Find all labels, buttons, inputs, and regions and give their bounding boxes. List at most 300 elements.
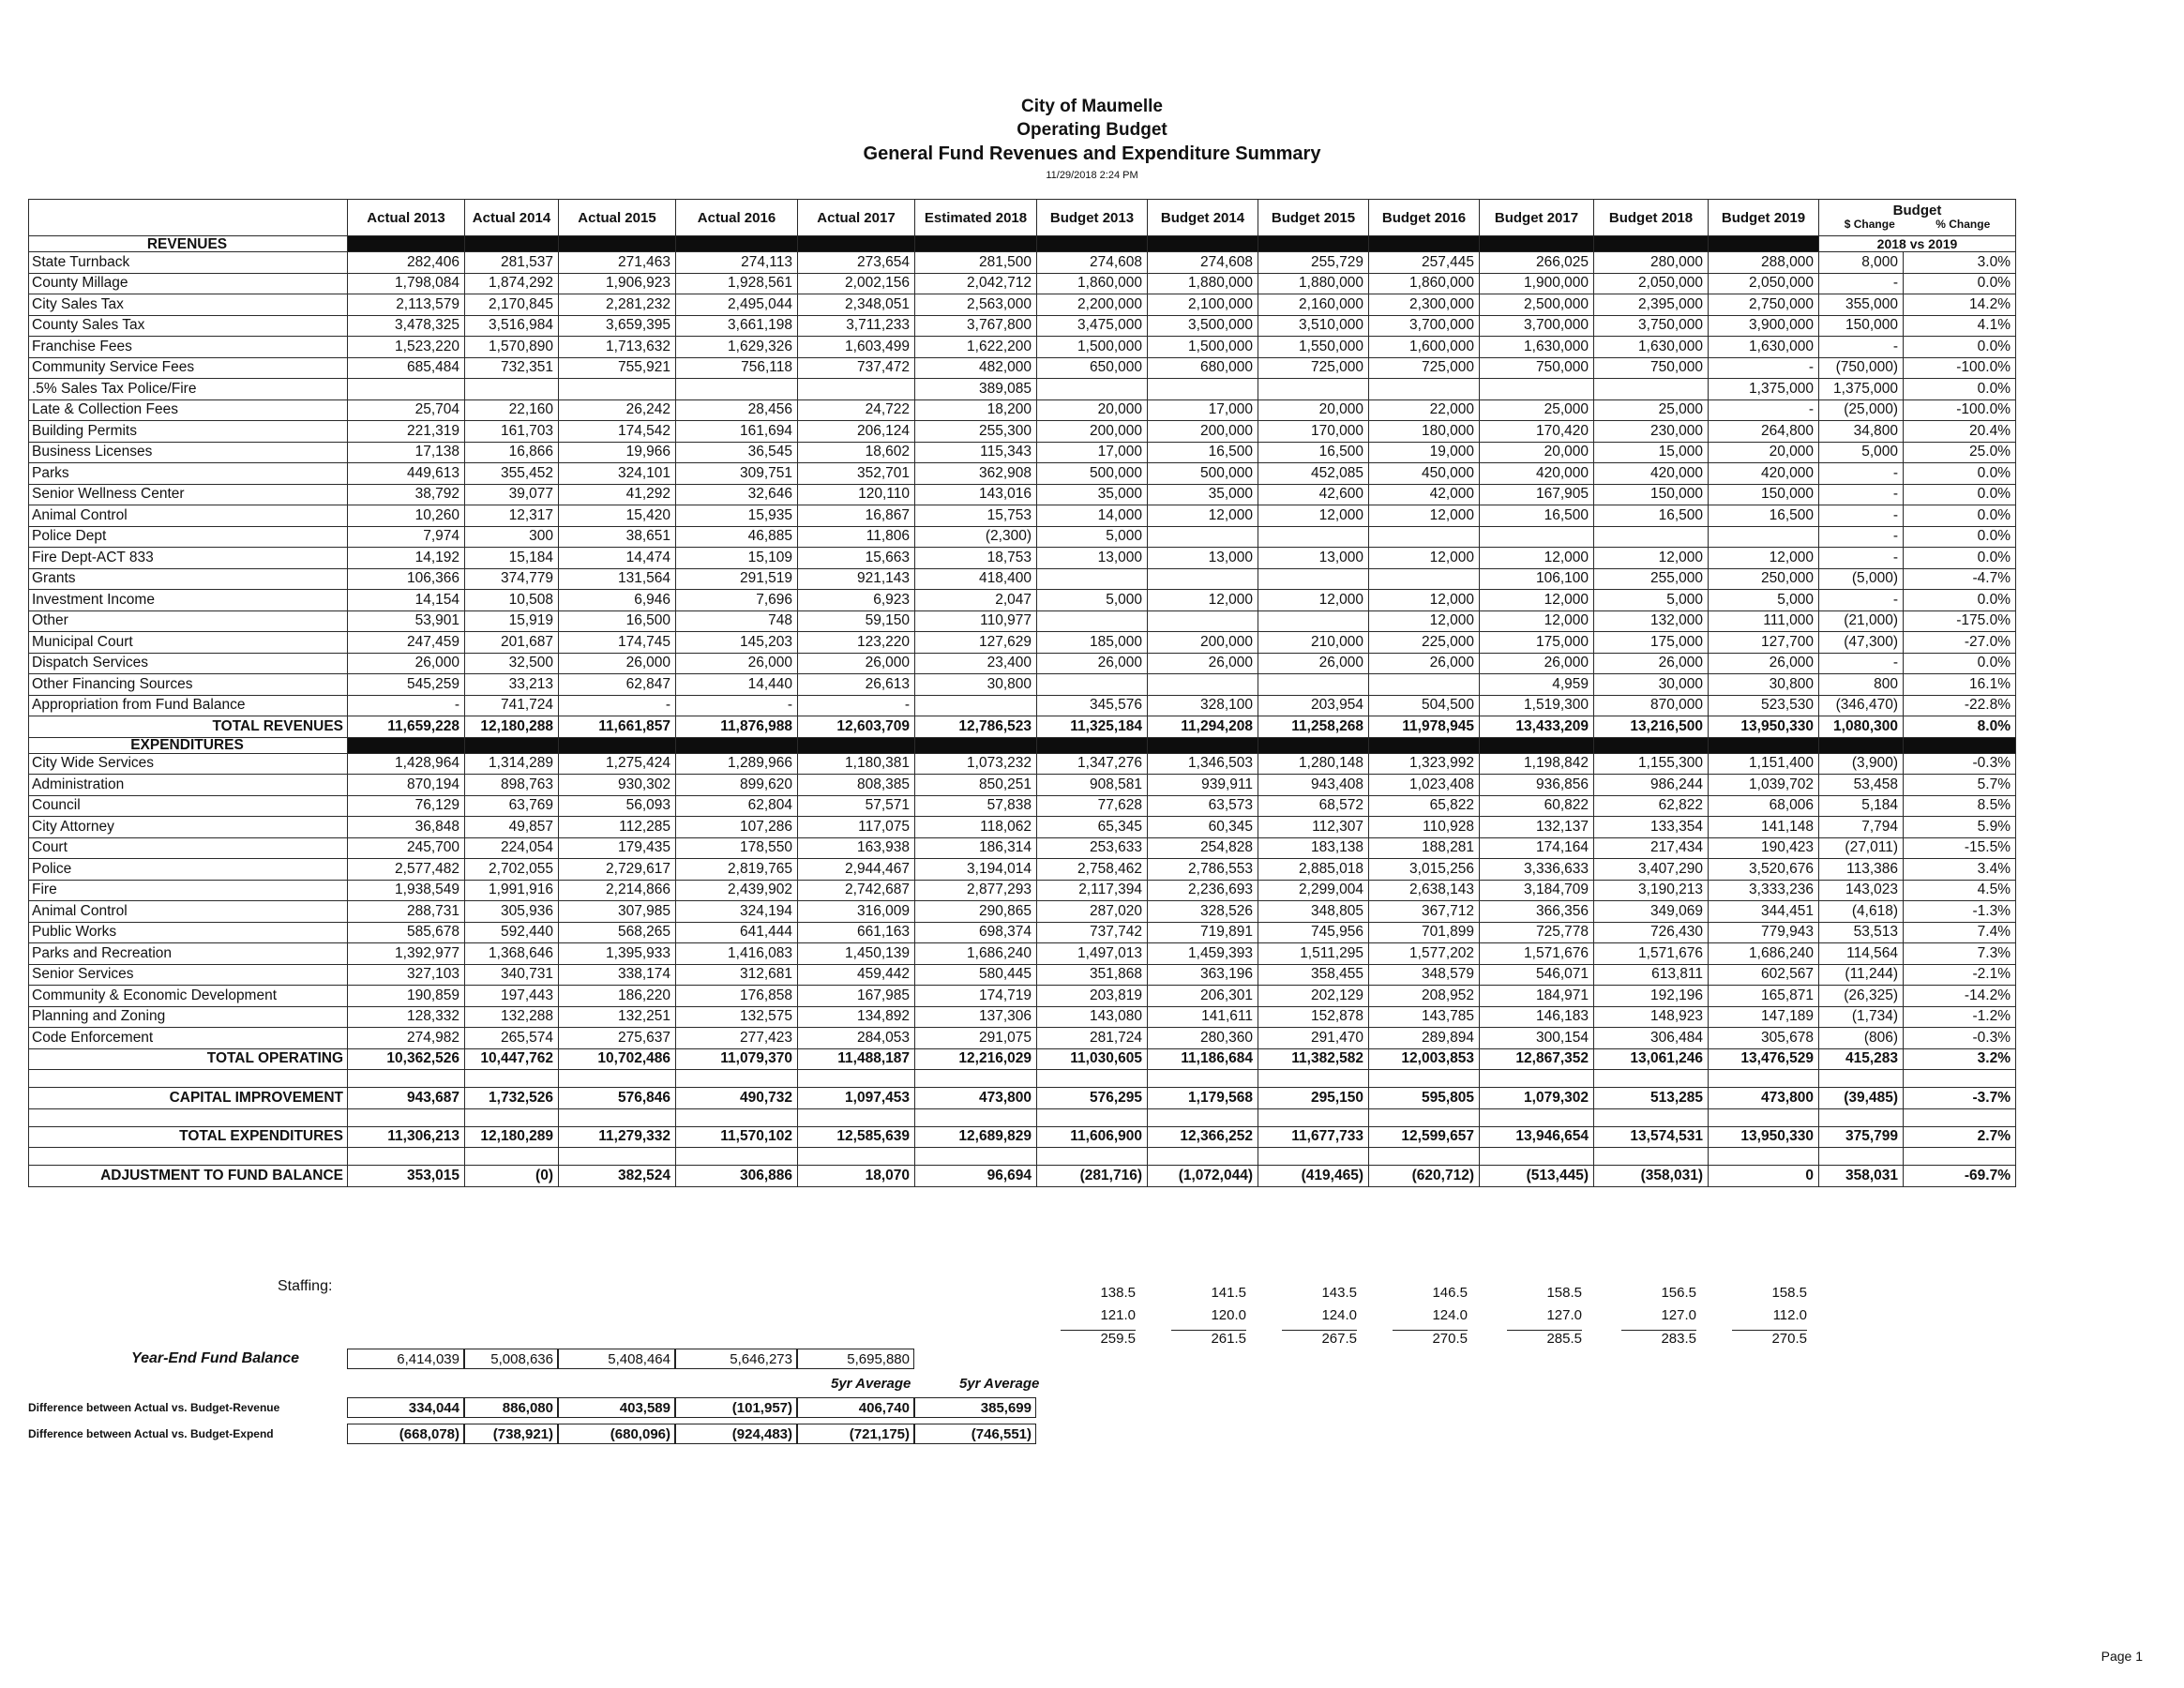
row-value: 185,000: [1037, 632, 1148, 654]
diff-expend-value: (738,921): [464, 1424, 558, 1444]
column-header: Actual 2013: [348, 200, 465, 236]
row-value: 1,289,966: [676, 753, 798, 775]
row-value: [1258, 568, 1369, 590]
diff-expend-value: (746,551): [914, 1424, 1036, 1444]
row-value: 16,500: [1148, 442, 1258, 463]
row-value: 452,085: [1258, 463, 1369, 485]
header-bar-fill: [1709, 236, 1819, 252]
row-value: (11,244): [1819, 964, 1904, 986]
row-value: 1,880,000: [1148, 273, 1258, 294]
row-value: 1,368,646: [465, 943, 559, 965]
row-value: 203,819: [1037, 986, 1148, 1007]
row-value: 1,323,992: [1369, 753, 1480, 775]
staffing-value: 124.0: [1321, 1307, 1357, 1323]
row-value: 1,860,000: [1369, 273, 1480, 294]
row-value: 568,265: [559, 922, 676, 943]
row-value: 63,573: [1148, 795, 1258, 817]
spacer-cell: [1819, 1070, 1904, 1088]
row-value: 26,000: [1148, 653, 1258, 674]
row-label: State Turnback: [29, 252, 348, 274]
row-value: 779,943: [1709, 922, 1819, 943]
row-value: -: [1819, 337, 1904, 358]
row-value: -2.1%: [1904, 964, 2016, 986]
row-value: 3,520,676: [1709, 859, 1819, 881]
row-value: 725,778: [1480, 922, 1594, 943]
row-value: 500,000: [1148, 463, 1258, 485]
row-value: 183,138: [1258, 837, 1369, 859]
row-value: 26,000: [676, 653, 798, 674]
row-value: 2,750,000: [1709, 294, 1819, 316]
row-value: 12,000: [1258, 590, 1369, 611]
header-bar-fill: [348, 737, 465, 753]
document-title: Operating Budget: [1017, 120, 1167, 140]
spacer-cell: [559, 1148, 676, 1166]
row-value: 870,194: [348, 775, 465, 796]
fund-balance-value: 5,695,880: [797, 1349, 914, 1369]
row-value: 60,345: [1148, 817, 1258, 838]
row-value: 366,356: [1480, 901, 1594, 923]
spacer-cell: [29, 1070, 348, 1088]
row-label: ADJUSTMENT TO FUND BALANCE: [29, 1166, 348, 1187]
revenue-row: [29, 379, 2016, 400]
row-value: 908,581: [1037, 775, 1148, 796]
row-label: City Sales Tax: [29, 294, 348, 316]
row-value: 11,606,900: [1037, 1126, 1148, 1148]
row-value: 375,799: [1819, 1126, 1904, 1148]
row-value: 30,000: [1594, 674, 1709, 696]
row-value: [1594, 379, 1709, 400]
avg-label-2: 5yr Average: [959, 1376, 1040, 1392]
row-value: 225,000: [1369, 632, 1480, 654]
row-label: City Wide Services: [29, 753, 348, 775]
row-value: 750,000: [1480, 357, 1594, 379]
row-value: 1,500,000: [1037, 337, 1148, 358]
expenditure-row: [29, 1006, 2016, 1028]
row-value: 201,687: [465, 632, 559, 654]
staffing-value: 158.5: [1546, 1285, 1582, 1301]
row-value: 732,351: [465, 357, 559, 379]
row-value: 68,006: [1709, 795, 1819, 817]
row-value: 202,129: [1258, 986, 1369, 1007]
row-value: 35,000: [1037, 484, 1148, 505]
row-value: 898,763: [465, 775, 559, 796]
avg-label-1: 5yr Average: [831, 1376, 911, 1392]
row-value: 1,073,232: [915, 753, 1037, 775]
row-value: -3.7%: [1904, 1088, 2016, 1109]
row-value: 13,433,209: [1480, 716, 1594, 738]
expenditure-row: [29, 837, 2016, 859]
row-value: 1,395,933: [559, 943, 676, 965]
staffing-value: 267.5: [1282, 1330, 1357, 1347]
row-value: 459,442: [798, 964, 915, 986]
row-value: 15,919: [465, 610, 559, 632]
row-value: 680,000: [1148, 357, 1258, 379]
row-value: 60,822: [1480, 795, 1594, 817]
header-bar-fill: [1369, 737, 1480, 753]
row-value: 3,478,325: [348, 315, 465, 337]
row-value: 362,908: [915, 463, 1037, 485]
row-value: [1369, 526, 1480, 548]
row-value: 698,374: [915, 922, 1037, 943]
row-value: [1369, 674, 1480, 696]
row-value: 808,385: [798, 775, 915, 796]
row-value: 2,786,553: [1148, 859, 1258, 881]
row-value: 2,638,143: [1369, 880, 1480, 901]
row-value: 12,689,829: [915, 1126, 1037, 1148]
row-label: Senior Wellness Center: [29, 484, 348, 505]
spacer-cell: [1709, 1148, 1819, 1166]
row-value: 20,000: [1258, 399, 1369, 421]
row-value: 15,109: [676, 548, 798, 569]
row-value: -4.7%: [1904, 568, 2016, 590]
row-value: 13,000: [1148, 548, 1258, 569]
row-value: 3,900,000: [1709, 315, 1819, 337]
row-value: 12,000: [1709, 548, 1819, 569]
row-value: 1,198,842: [1480, 753, 1594, 775]
row-value: 2,160,000: [1258, 294, 1369, 316]
row-value: 3,475,000: [1037, 315, 1148, 337]
row-value: 12,000: [1369, 610, 1480, 632]
expenditure-row: [29, 753, 2016, 775]
revenue-row: [29, 357, 2016, 379]
row-value: 131,564: [559, 568, 676, 590]
row-value: 1,416,083: [676, 943, 798, 965]
diff-revenue-value: 886,080: [464, 1397, 558, 1418]
row-value: 15,753: [915, 505, 1037, 527]
revenue-row: [29, 674, 2016, 696]
row-value: 316,009: [798, 901, 915, 923]
row-value: 650,000: [1037, 357, 1148, 379]
row-value: 1,571,676: [1480, 943, 1594, 965]
revenue-row: [29, 632, 2016, 654]
row-value: 33,213: [465, 674, 559, 696]
row-value: 2,395,000: [1594, 294, 1709, 316]
row-value: 741,724: [465, 695, 559, 716]
row-value: 592,440: [465, 922, 559, 943]
row-value: 450,000: [1369, 463, 1480, 485]
row-value: 2,819,765: [676, 859, 798, 881]
row-value: 163,938: [798, 837, 915, 859]
row-value: 62,822: [1594, 795, 1709, 817]
row-label: Code Enforcement: [29, 1028, 348, 1049]
row-label: Grants: [29, 568, 348, 590]
header-bar-fill: [1369, 236, 1480, 252]
row-value: -100.0%: [1904, 357, 2016, 379]
header-bar-fill: [915, 236, 1037, 252]
row-value: 2,050,000: [1594, 273, 1709, 294]
row-value: 17,000: [1037, 442, 1148, 463]
row-value: [1037, 610, 1148, 632]
row-value: 355,000: [1819, 294, 1904, 316]
row-value: [348, 379, 465, 400]
row-value: 750,000: [1594, 357, 1709, 379]
row-value: 180,000: [1369, 421, 1480, 443]
row-label: Public Works: [29, 922, 348, 943]
row-value: 224,054: [465, 837, 559, 859]
spacer-cell: [676, 1070, 798, 1088]
row-value: 358,031: [1819, 1166, 1904, 1187]
expenditure-row: [29, 859, 2016, 881]
row-value: 284,053: [798, 1028, 915, 1049]
row-value: 2,170,845: [465, 294, 559, 316]
row-value: 2,348,051: [798, 294, 915, 316]
row-value: 7,794: [1819, 817, 1904, 838]
revenue-row: [29, 421, 2016, 443]
row-value: 46,885: [676, 526, 798, 548]
spacer-cell: [1258, 1108, 1369, 1126]
expenditure-row: [29, 795, 2016, 817]
row-value: [1480, 379, 1594, 400]
row-value: 726,430: [1594, 922, 1709, 943]
row-label: Fire Dept-ACT 833: [29, 548, 348, 569]
row-value: 344,451: [1709, 901, 1819, 923]
row-value: 3,510,000: [1258, 315, 1369, 337]
row-value: 850,251: [915, 775, 1037, 796]
row-value: 143,785: [1369, 1006, 1480, 1028]
row-value: [1037, 568, 1148, 590]
row-value: 756,118: [676, 357, 798, 379]
row-value: 13,000: [1037, 548, 1148, 569]
row-value: 415,283: [1819, 1048, 1904, 1070]
row-value: 921,143: [798, 568, 915, 590]
row-value: 17,000: [1148, 399, 1258, 421]
staffing-value: 285.5: [1507, 1330, 1582, 1347]
row-value: 14.2%: [1904, 294, 2016, 316]
row-value: 725,000: [1258, 357, 1369, 379]
row-value: 2,047: [915, 590, 1037, 611]
total-expenditures-row: [29, 1126, 2016, 1148]
row-value: 2,577,482: [348, 859, 465, 881]
expenditure-row: [29, 775, 2016, 796]
row-value: -0.3%: [1904, 753, 2016, 775]
spacer-cell: [1480, 1108, 1594, 1126]
row-value: 2,113,579: [348, 294, 465, 316]
row-value: 19,966: [559, 442, 676, 463]
row-value: 16,500: [1594, 505, 1709, 527]
row-value: 1,500,000: [1148, 337, 1258, 358]
header-bar-fill: [676, 737, 798, 753]
row-value: 7,974: [348, 526, 465, 548]
header-bar-fill: [1037, 236, 1148, 252]
row-label: TOTAL OPERATING: [29, 1048, 348, 1070]
row-value: 1,375,000: [1709, 379, 1819, 400]
row-value: 26,000: [1480, 653, 1594, 674]
revenue-row: [29, 273, 2016, 294]
row-value: 68,572: [1258, 795, 1369, 817]
row-value: 1,570,890: [465, 337, 559, 358]
row-value: 150,000: [1594, 484, 1709, 505]
fund-balance-label: Year-End Fund Balance: [131, 1350, 299, 1366]
row-value: 150,000: [1709, 484, 1819, 505]
row-value: 1,798,084: [348, 273, 465, 294]
diff-expend-value: (721,175): [797, 1424, 914, 1444]
row-value: 3,190,213: [1594, 880, 1709, 901]
row-value: 523,530: [1709, 695, 1819, 716]
staffing-label: Staffing:: [278, 1278, 333, 1294]
diff-revenue-value: 403,589: [558, 1397, 675, 1418]
row-value: 32,500: [465, 653, 559, 674]
row-value: 345,576: [1037, 695, 1148, 716]
row-label: County Sales Tax: [29, 315, 348, 337]
column-header: Actual 2014: [465, 200, 559, 236]
row-value: 167,985: [798, 986, 915, 1007]
staffing-value: 146.5: [1432, 1285, 1468, 1301]
row-value: 174,542: [559, 421, 676, 443]
row-value: 374,779: [465, 568, 559, 590]
row-value: 15,420: [559, 505, 676, 527]
row-value: 128,332: [348, 1006, 465, 1028]
row-value: 12,180,289: [465, 1126, 559, 1148]
row-value: 382,524: [559, 1166, 676, 1187]
row-value: 1,080,300: [1819, 716, 1904, 738]
expenditure-row: [29, 943, 2016, 965]
row-value: 30,800: [915, 674, 1037, 696]
spacer-cell: [1709, 1108, 1819, 1126]
row-value: 39,077: [465, 484, 559, 505]
capital-improvement-row: [29, 1088, 2016, 1109]
row-value: 11,258,268: [1258, 716, 1369, 738]
row-value: 184,971: [1480, 986, 1594, 1007]
row-value: (281,716): [1037, 1166, 1148, 1187]
row-value: 641,444: [676, 922, 798, 943]
row-value: [1258, 379, 1369, 400]
row-value: 2,300,000: [1369, 294, 1480, 316]
staffing-value: 261.5: [1171, 1330, 1246, 1347]
row-value: 134,892: [798, 1006, 915, 1028]
row-value: 22,000: [1369, 399, 1480, 421]
row-value: 174,164: [1480, 837, 1594, 859]
row-value: 11,325,184: [1037, 716, 1148, 738]
row-value: 3,659,395: [559, 315, 676, 337]
row-value: 420,000: [1480, 463, 1594, 485]
spacer-cell: [559, 1070, 676, 1088]
row-value: 2,563,000: [915, 294, 1037, 316]
row-value: 930,302: [559, 775, 676, 796]
row-value: 340,731: [465, 964, 559, 986]
row-label: Business Licenses: [29, 442, 348, 463]
row-value: 291,470: [1258, 1028, 1369, 1049]
row-value: 324,101: [559, 463, 676, 485]
header-bar-fill: [1480, 737, 1594, 753]
row-value: 12,000: [1480, 590, 1594, 611]
row-value: 12,000: [1369, 548, 1480, 569]
row-label: Community Service Fees: [29, 357, 348, 379]
row-value: 14,192: [348, 548, 465, 569]
row-value: 327,103: [348, 964, 465, 986]
row-value: 685,484: [348, 357, 465, 379]
row-value: 420,000: [1594, 463, 1709, 485]
row-value: 748: [676, 610, 798, 632]
row-value: 1,347,276: [1037, 753, 1148, 775]
row-value: 349,069: [1594, 901, 1709, 923]
header-bar-fill: [915, 737, 1037, 753]
compare-title: Budget: [1892, 203, 1942, 219]
row-value: 899,620: [676, 775, 798, 796]
expenditure-row: [29, 880, 2016, 901]
row-value: 306,886: [676, 1166, 798, 1187]
spacer-cell: [29, 1108, 348, 1126]
row-value: 15,935: [676, 505, 798, 527]
spacer-cell: [1480, 1148, 1594, 1166]
row-value: 1,523,220: [348, 337, 465, 358]
row-value: 10,702,486: [559, 1048, 676, 1070]
row-value: 449,613: [348, 463, 465, 485]
row-value: 1,900,000: [1480, 273, 1594, 294]
spacer-row: [29, 1148, 2016, 1166]
row-value: 305,936: [465, 901, 559, 923]
row-value: 1,686,240: [915, 943, 1037, 965]
row-value: 106,100: [1480, 568, 1594, 590]
row-label: Court: [29, 837, 348, 859]
column-header: Budget 2018: [1594, 200, 1709, 236]
spacer-cell: [1148, 1070, 1258, 1088]
row-value: 11,186,684: [1148, 1048, 1258, 1070]
row-value: 661,163: [798, 922, 915, 943]
spacer-cell: [348, 1108, 465, 1126]
row-value: 351,868: [1037, 964, 1148, 986]
percent-change-header: % Change: [1935, 218, 1991, 231]
row-value: -69.7%: [1904, 1166, 2016, 1187]
row-value: -27.0%: [1904, 632, 2016, 654]
row-value: 1,713,632: [559, 337, 676, 358]
row-value: -: [676, 695, 798, 716]
row-value: 1,519,300: [1480, 695, 1594, 716]
row-value: 3.4%: [1904, 859, 2016, 881]
row-value: 53,513: [1819, 922, 1904, 943]
expenditure-row: [29, 922, 2016, 943]
row-value: [1148, 568, 1258, 590]
row-value: 0.0%: [1904, 653, 2016, 674]
row-value: 188,281: [1369, 837, 1480, 859]
row-value: 1,023,408: [1369, 775, 1480, 796]
row-value: 174,745: [559, 632, 676, 654]
row-value: -14.2%: [1904, 986, 2016, 1007]
row-value: 200,000: [1148, 421, 1258, 443]
revenue-row: [29, 548, 2016, 569]
row-value: 12,599,657: [1369, 1126, 1480, 1148]
row-value: 15,663: [798, 548, 915, 569]
row-value: 353,015: [348, 1166, 465, 1187]
row-value: 504,500: [1369, 695, 1480, 716]
row-value: [798, 379, 915, 400]
row-value: 65,822: [1369, 795, 1480, 817]
row-label: Police Dept: [29, 526, 348, 548]
row-value: 328,526: [1148, 901, 1258, 923]
revenue-row: [29, 568, 2016, 590]
row-value: 2,439,902: [676, 880, 798, 901]
row-value: 132,288: [465, 1006, 559, 1028]
row-value: 11,659,228: [348, 716, 465, 738]
diff-expend-value: (680,096): [558, 1424, 675, 1444]
row-value: 2,002,156: [798, 273, 915, 294]
row-value: 167,905: [1480, 484, 1594, 505]
row-value: 2,117,394: [1037, 880, 1148, 901]
row-value: 11,488,187: [798, 1048, 915, 1070]
row-value: 14,000: [1037, 505, 1148, 527]
row-value: -1.2%: [1904, 1006, 2016, 1028]
row-value: 1,346,503: [1148, 753, 1258, 775]
row-value: 176,858: [676, 986, 798, 1007]
row-value: 6,923: [798, 590, 915, 611]
row-value: 2,495,044: [676, 294, 798, 316]
row-value: 32,646: [676, 484, 798, 505]
row-value: 250,000: [1709, 568, 1819, 590]
row-value: 1,428,964: [348, 753, 465, 775]
row-value: 14,440: [676, 674, 798, 696]
row-value: 300: [465, 526, 559, 548]
spacer-cell: [1369, 1070, 1480, 1088]
row-value: 1,375,000: [1819, 379, 1904, 400]
